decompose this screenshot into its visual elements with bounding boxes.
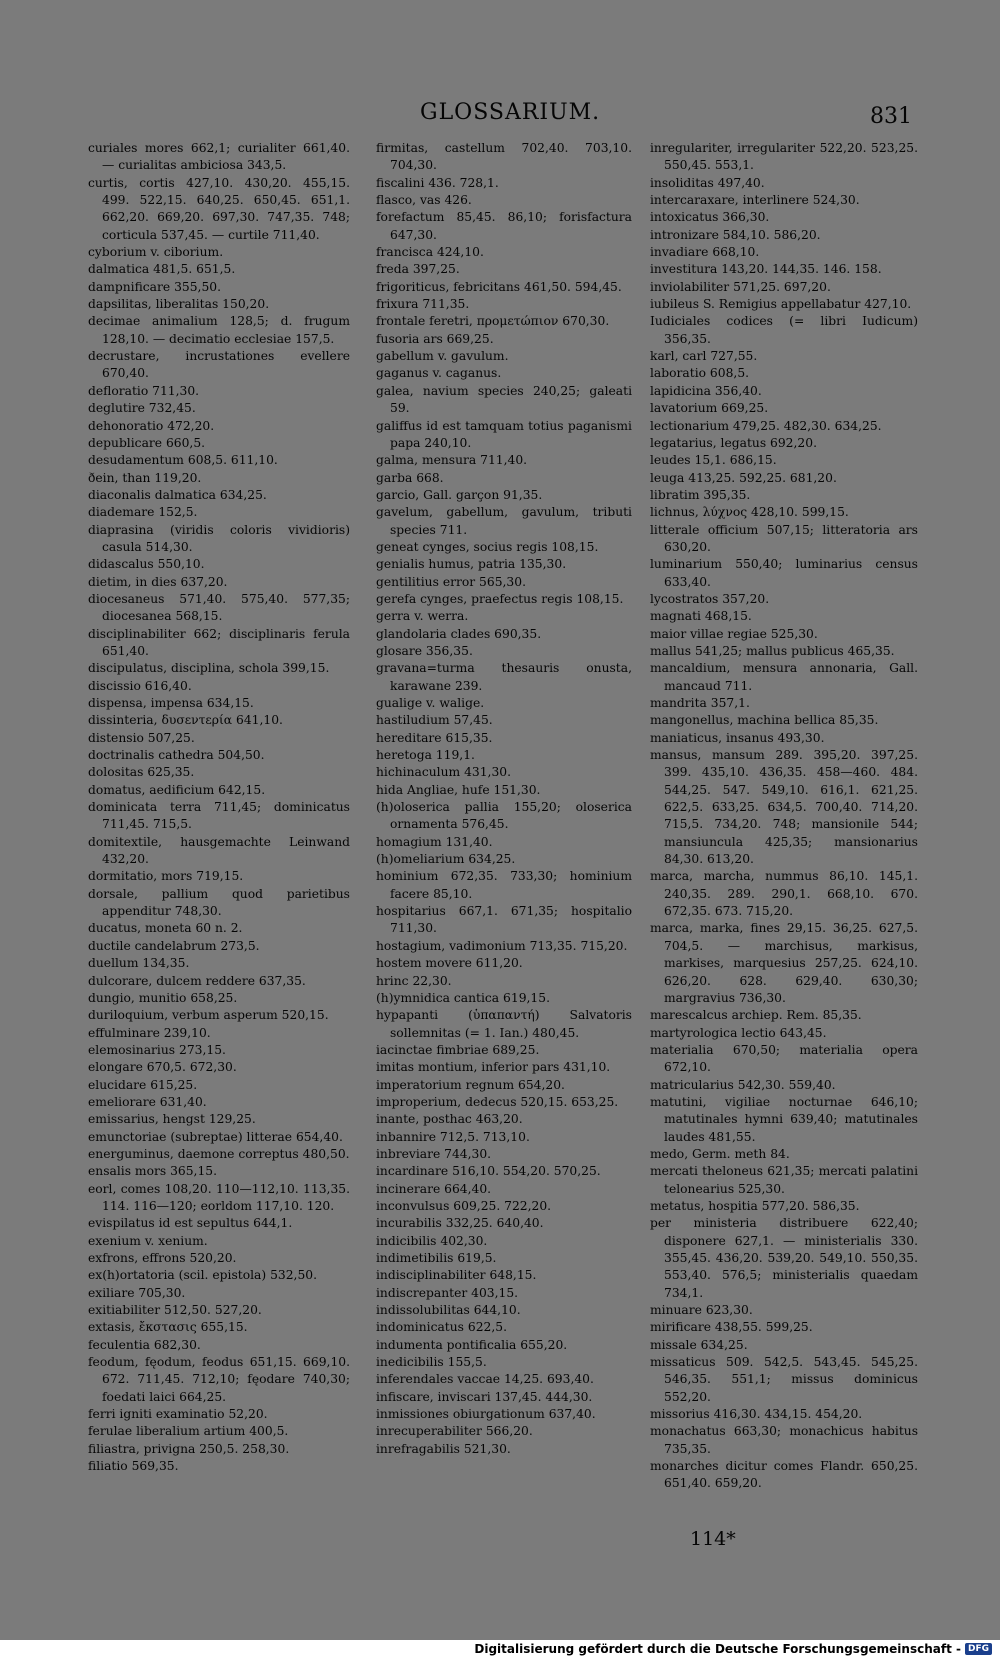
glossary-entry: fusoria ars 669,25. xyxy=(376,331,494,346)
glossary-entry: imitas montium, inferior pars 431,10. xyxy=(376,1060,611,1075)
glossary-entry: incinerare 664,40. xyxy=(376,1181,492,1196)
glossary-entry: dissinteria, δυσεντερία 641,10. xyxy=(88,713,283,728)
glossary-entry: lavatorium 669,25. xyxy=(650,401,769,416)
glossary-entry: per ministeria distribuere 622,40; disponere 627,1. — ministerialis 330. 355,45. 436,20. 539,20. 549,10. 550,35. 553,40. 576,5; ministerialis quaedam 734,1. xyxy=(650,1216,918,1300)
glossary-entry: decimae animalium 128,5; d. frugum 128,10. — decimatio ecclesiae 157,5. xyxy=(88,314,350,346)
glossary-entry: dehonoratio 472,20. xyxy=(88,418,215,433)
glossary-entry: discipulatus, disciplina, schola 399,15. xyxy=(88,661,330,676)
glossary-entry: magnati 468,15. xyxy=(650,609,752,624)
glossary-entry: dungio, munitio 658,25. xyxy=(88,990,238,1005)
glossary-entry: feculentia 682,30. xyxy=(88,1337,201,1352)
glossary-entry: hostagium, vadimonium 713,35. 715,20. xyxy=(376,938,628,953)
glossary-entry: distensio 507,25. xyxy=(88,730,195,745)
glossary-entry: dominicata terra 711,45; dominicatus 711,45. 715,5. xyxy=(88,800,350,832)
glossary-entry: intoxicatus 366,30. xyxy=(650,210,770,225)
glossary-entry: inconvulsus 609,25. 722,20. xyxy=(376,1198,552,1213)
glossary-entry: hereditare 615,35. xyxy=(376,730,493,745)
glossary-entry: inrecuperabiliter 566,20. xyxy=(376,1424,533,1439)
glossary-entry: luminarium 550,40; luminarius census 633,40. xyxy=(650,557,918,589)
glossary-entry: inedicibilis 155,5. xyxy=(376,1355,487,1370)
glossary-entry: hypapanti (ὑπαπαντή) Salvatoris sollemnitas (= 1. Ian.) 480,45. xyxy=(376,1008,632,1040)
glossary-entry: (h)omeliarium 634,25. xyxy=(376,852,516,867)
glossary-entry: frixura 711,35. xyxy=(376,297,470,312)
glossary-column-2 xyxy=(376,140,632,1458)
glossary-entry: martyrologica lectio 643,45. xyxy=(650,1025,827,1040)
glossary-entry: evispilatus id est sepultus 644,1. xyxy=(88,1216,293,1231)
glossary-entry: filiastra, privigna 250,5. 258,30. xyxy=(88,1441,290,1456)
glossary-entry: gerra v. werra. xyxy=(376,609,469,624)
glossary-entry: gentilitius error 565,30. xyxy=(376,574,526,589)
glossary-entry: domatus, aedificium 642,15. xyxy=(88,782,266,797)
glossary-entry: gravana=turma thesauris onusta, karawane 239. xyxy=(376,661,632,693)
glossary-entry: indisciplinabiliter 648,15. xyxy=(376,1268,537,1283)
glossary-column-3 xyxy=(650,140,918,1493)
glossary-entry: dispensa, impensa 634,15. xyxy=(88,696,254,710)
glossary-entry: missaticus 509. 542,5. 543,45. 545,25. 546,35. 551,1; missus dominicus 552,20. xyxy=(650,1355,918,1404)
glossary-entry: gavelum, gabellum, gavulum, tributi species 711. xyxy=(376,505,632,537)
glossary-entry: curtis, cortis 427,10. 430,20. 455,15. 499. 522,15. 640,25. 650,45. 651,1. 662,20. 669,20. 697,30. 747,35. 748; corticula 537,45. — curtile 711,40. xyxy=(88,175,350,242)
glossary-entry: litterale officium 507,15; litteratoria ars 630,20. xyxy=(650,522,918,554)
glossary-entry: gaganus v. caganus. xyxy=(376,366,502,381)
credit-text: Digitalisierung gefördert durch die Deutsche Forschungsgemeinschaft - xyxy=(474,1642,961,1656)
glossary-entry: dolositas 625,35. xyxy=(88,765,195,780)
glossary-entry: inbannire 712,5. 713,10. xyxy=(376,1129,530,1144)
glossary-entry: libratim 395,35. xyxy=(650,487,751,502)
glossary-entry: marca, marcha, nummus 86,10. 145,1. 240,35. 289. 290,1. 668,10. 670. 672,35. 673. 715,20. xyxy=(650,869,918,919)
glossary-entry: intercaraxare, interlinere 524,30. xyxy=(650,193,860,208)
glossary-entry: lapidicina 356,40. xyxy=(650,383,762,398)
glossary-entry: disciplinabiliter 662; disciplinaris ferula 651,40. xyxy=(88,626,350,658)
glossary-entry: materialia 670,50; materialia opera 672,10. xyxy=(650,1042,918,1075)
glossary-entry: dormitatio, mors 719,15. xyxy=(88,869,244,884)
glossary-entry: inmissiones obiurgationum 637,40. xyxy=(376,1407,596,1422)
glossary-entry: inferendales vaccae 14,25. 693,40. xyxy=(376,1372,594,1387)
glossary-entry: exenium v. xenium. xyxy=(88,1233,208,1248)
glossary-entry: hrinc 22,30. xyxy=(376,973,452,988)
glossary-entry: elemosinarius 273,15. xyxy=(88,1042,226,1057)
glossary-entry: inviolabiliter 571,25. 697,20. xyxy=(650,279,831,294)
glossary-entry: forefactum 85,45. 86,10; forisfactura 647,30. xyxy=(376,210,632,242)
glossary-entry: domitextile, hausgemachte Leinwand 432,20. xyxy=(88,834,350,867)
glossary-entry: ex(h)ortatoria (scil. epistola) 532,50. xyxy=(88,1268,317,1283)
glossary-entry: elucidare 615,25. xyxy=(88,1077,198,1092)
glossary-entry: karl, carl 727,55. xyxy=(650,349,758,364)
glossary-entry: indominicatus 622,5. xyxy=(376,1320,507,1335)
glossary-entry: diaconalis dalmatica 634,25. xyxy=(88,487,267,502)
glossary-entry: freda 397,25. xyxy=(376,262,460,277)
glossary-entry: frontale feretri, προμετώπιον 670,30. xyxy=(376,314,610,329)
glossary-entry: dietim, in dies 637,20. xyxy=(88,574,228,589)
glossary-entry: dampnificare 355,50. xyxy=(88,279,222,294)
glossary-entry: indissolubilitas 644,10. xyxy=(376,1303,521,1318)
glossary-entry: infiscare, inviscari 137,45. 444,30. xyxy=(376,1389,593,1404)
glossary-entry: diademare 152,5. xyxy=(88,505,198,520)
glossary-entry: inbreviare 744,30. xyxy=(376,1146,492,1161)
glossary-entry: feodum, fęodum, feodus 651,15. 669,10. 672. 711,45. 712,10; fęodare 740,30; foedati laici 664,25. xyxy=(88,1355,350,1404)
glossary-entry: effulminare 239,10. xyxy=(88,1025,211,1040)
glossary-entry: dalmatica 481,5. 651,5. xyxy=(88,262,236,277)
glossary-entry: mancaldium, mensura annonaria, Gall. mancaud 711. xyxy=(650,661,918,693)
glossary-entry: dulcorare, dulcem reddere 637,35. xyxy=(88,973,306,988)
glossary-entry: dapsilitas, liberalitas 150,20. xyxy=(88,297,270,312)
glossary-entry: leuga 413,25. 592,25. 681,20. xyxy=(650,470,837,485)
glossary-entry: leudes 15,1. 686,15. xyxy=(650,453,777,468)
glossary-entry: ductile candelabrum 273,5. xyxy=(88,938,260,953)
dfg-logo: DFG xyxy=(965,1643,992,1655)
glossary-entry: hostem movere 611,20. xyxy=(376,956,523,971)
glossary-entry: heretoga 119,1. xyxy=(376,748,475,763)
glossary-entry: defloratio 711,30. xyxy=(88,383,200,398)
glossary-entry: inregulariter, irregulariter 522,20. 523,25. 550,45. 553,1. xyxy=(650,141,918,173)
page-title: GLOSSARIUM. xyxy=(420,100,601,125)
glossary-entry: metatus, hospitia 577,20. 586,35. xyxy=(650,1198,860,1213)
glossary-entry: Iudiciales codices (= libri Iudicum) 356,35. xyxy=(650,314,918,346)
glossary-entry: laboratio 608,5. xyxy=(650,366,750,381)
glossary-entry: hastiludium 57,45. xyxy=(376,713,493,728)
glossary-entry: iacinctae fimbriae 689,25. xyxy=(376,1042,540,1057)
digitization-credit xyxy=(474,1642,992,1656)
glossary-entry: discissio 616,40. xyxy=(88,678,192,693)
glossary-entry: dorsale, pallium quod parietibus appenditur 748,30. xyxy=(88,886,350,919)
glossary-entry: intronizare 584,10. 586,20. xyxy=(650,227,821,242)
page-number: 831 xyxy=(870,104,912,129)
glossary-entry: depublicare 660,5. xyxy=(88,435,206,450)
glossary-entry: emunctoriae (subreptae) litterae 654,40. xyxy=(88,1129,343,1144)
glossary-entry: glandolaria clades 690,35. xyxy=(376,626,542,641)
glossary-entry: improperium, dedecus 520,15. 653,25. xyxy=(376,1094,619,1109)
glossary-entry: incardinare 516,10. 554,20. 570,25. xyxy=(376,1164,601,1179)
glossary-entry: hida Angliae, hufe 151,30. xyxy=(376,782,541,797)
glossary-entry: gualige v. walige. xyxy=(376,696,485,710)
glossary-entry: decrustare, incrustationes evellere 670,40. xyxy=(88,349,350,381)
glossary-entry: didascalus 550,10. xyxy=(88,557,205,572)
glossary-entry: galma, mensura 711,40. xyxy=(376,453,528,468)
glossary-entry: mirificare 438,55. 599,25. xyxy=(650,1320,813,1335)
glossary-entry: inante, posthac 463,20. xyxy=(376,1112,523,1127)
glossary-entry: inrefragabilis 521,30. xyxy=(376,1441,511,1456)
glossary-entry: (h)oloserica pallia 155,20; oloserica ornamenta 576,45. xyxy=(376,800,632,832)
glossary-entry: hospitarius 667,1. 671,35; hospitalio 711,30. xyxy=(376,904,632,936)
glossary-entry: matricularius 542,30. 559,40. xyxy=(650,1077,836,1092)
glossary-entry: mercati theloneus 621,35; mercati palatini telonearius 525,30. xyxy=(650,1164,918,1196)
glossary-entry: eorl, comes 108,20. 110—112,10. 113,35. 114. 116—120; eorldom 117,10. 120. xyxy=(88,1181,350,1213)
glossary-entry: gabellum v. gavulum. xyxy=(376,349,509,364)
glossary-entry: doctrinalis cathedra 504,50. xyxy=(88,748,265,763)
glossary-entry: gerefa cynges, praefectus regis 108,15. xyxy=(376,591,624,606)
glossary-entry: genialis humus, patria 135,30. xyxy=(376,557,567,572)
glossary-entry: emissarius, hengst 129,25. xyxy=(88,1112,256,1127)
glossary-entry: lichnus, λύχνος 428,10. 599,15. xyxy=(650,505,849,520)
glossary-entry: fiscalini 436. 728,1. xyxy=(376,175,499,190)
glossary-entry: energuminus, daemone correptus 480,50. xyxy=(88,1146,350,1161)
glossary-entry: imperatorium regnum 654,20. xyxy=(376,1077,565,1092)
glossary-entry: ferri igniti examinatio 52,20. xyxy=(88,1407,268,1422)
glossary-entry: exfrons, effrons 520,20. xyxy=(88,1251,237,1265)
glossary-entry: galea, navium species 240,25; galeati 59. xyxy=(376,383,632,416)
glossary-entry: indicibilis 402,30. xyxy=(376,1233,488,1248)
glossary-entry: legatarius, legatus 692,20. xyxy=(650,435,817,450)
glossary-entry: (h)ymnidica cantica 619,15. xyxy=(376,990,550,1005)
glossary-column-1 xyxy=(88,140,350,1475)
glossary-entry: exitiabiliter 512,50. 527,20. xyxy=(88,1303,262,1318)
glossary-entry: firmitas, castellum 702,40. 703,10. 704,30. xyxy=(376,141,632,173)
glossary-entry: matutini, vigiliae nocturnae 646,10; matutinales hymni 639,40; matutinales laudes 481,55. xyxy=(650,1094,918,1144)
glossary-entry: homagium 131,40. xyxy=(376,834,493,849)
glossary-entry: desudamentum 608,5. 611,10. xyxy=(88,453,278,468)
glossary-entry: geneat cynges, socius regis 108,15. xyxy=(376,539,599,554)
glossary-entry: garba 668. xyxy=(376,470,444,485)
glossary-entry: duellum 134,35. xyxy=(88,956,190,971)
glossary-entry: iubileus S. Remigius appellabatur 427,10. xyxy=(650,297,912,312)
glossary-entry: francisca 424,10. xyxy=(376,245,484,260)
glossary-entry: medo, Germ. meth 84. xyxy=(650,1146,790,1161)
glossary-entry: minuare 623,30. xyxy=(650,1303,753,1318)
glossary-entry: missale 634,25. xyxy=(650,1337,748,1352)
glossary-entry: mansus, mansum 289. 395,20. 397,25. 399. 435,10. 436,35. 458—460. 484. 544,25. 547. 549,10. 616,1. 621,25. 622,5. 633,25. 634,5. 700,40. 714,20. 715,5. 734,20. 748; mansionile 544; mansiuncula 425,35; mansionarius 84,30. 613,20. xyxy=(650,748,918,867)
glossary-entry: indiscrepanter 403,15. xyxy=(376,1285,519,1300)
glossary-entry: lectionarium 479,25. 482,30. 634,25. xyxy=(650,418,882,433)
glossary-entry: indumenta pontificalia 655,20. xyxy=(376,1337,568,1352)
glossary-entry: garcio, Gall. garçon 91,35. xyxy=(376,487,543,502)
glossary-entry: incurabilis 332,25. 640,40. xyxy=(376,1216,544,1231)
glossary-entry: ðein, than 119,20. xyxy=(88,470,202,485)
glossary-entry: hichinaculum 431,30. xyxy=(376,765,512,780)
glossary-entry: flasco, vas 426. xyxy=(376,193,472,208)
glossary-entry: diocesaneus 571,40. 575,40. 577,35; diocesanea 568,15. xyxy=(88,591,350,624)
glossary-entry: mangonellus, machina bellica 85,35. xyxy=(650,713,879,728)
glossary-entry: extasis, ἔκστασις 655,15. xyxy=(88,1320,248,1335)
glossary-entry: hominium 672,35. 733,30; hominium facere 85,10. xyxy=(376,869,632,901)
glossary-entry: galiffus id est tamquam totius paganismi papa 240,10. xyxy=(376,418,632,450)
glossary-entry: elongare 670,5. 672,30. xyxy=(88,1060,237,1075)
glossary-entry: missorius 416,30. 434,15. 454,20. xyxy=(650,1407,863,1422)
glossary-entry: deglutire 732,45. xyxy=(88,401,196,416)
glossary-entry: marescalcus archiep. Rem. 85,35. xyxy=(650,1008,862,1023)
glossary-entry: indimetibilis 619,5. xyxy=(376,1251,497,1265)
glossary-entry: mallus 541,25; mallus publicus 465,35. xyxy=(650,643,895,658)
glossary-entry: diaprasina (viridis coloris vividioris) casula 514,30. xyxy=(88,522,350,554)
glossary-entry: duriloquium, verbum asperum 520,15. xyxy=(88,1008,329,1023)
glossary-entry: frigoriticus, febricitans 461,50. 594,45. xyxy=(376,279,622,294)
glossary-entry: exiliare 705,30. xyxy=(88,1285,186,1300)
glossary-entry: maior villae regiae 525,30. xyxy=(650,626,818,641)
glossary-entry: investitura 143,20. 144,35. 146. 158. xyxy=(650,262,882,277)
glossary-entry: invadiare 668,10. xyxy=(650,245,760,260)
glossary-entry: monarches dicitur comes Flandr. 650,25. 651,40. 659,20. xyxy=(650,1459,918,1491)
signature-mark: 114* xyxy=(690,1528,736,1550)
glossary-entry: curiales mores 662,1; curialiter 661,40. — curialitas ambiciosa 343,5. xyxy=(88,141,350,173)
glossary-entry: ferulae liberalium artium 400,5. xyxy=(88,1424,289,1439)
glossary-entry: ensalis mors 365,15. xyxy=(88,1164,218,1179)
glossary-entry: monachatus 663,30; monachicus habitus 735,35. xyxy=(650,1424,918,1456)
glossary-entry: cyborium v. ciborium. xyxy=(88,245,224,260)
glossary-entry: filiatio 569,35. xyxy=(88,1459,179,1474)
glossary-entry: emeliorare 631,40. xyxy=(88,1094,207,1109)
glossary-entry: lycostratos 357,20. xyxy=(650,591,770,606)
glossary-entry: marca, marka, fines 29,15. 36,25. 627,5. 704,5. — marchisus, markisus, markises, marquesius 257,25. 624,10. 626,20. 628. 629,40. 630,30; margravius 736,30. xyxy=(650,921,918,1005)
glossary-entry: glosare 356,35. xyxy=(376,643,473,658)
glossary-entry: maniaticus, insanus 493,30. xyxy=(650,730,825,745)
glossary-entry: ducatus, moneta 60 n. 2. xyxy=(88,921,243,936)
glossary-entry: insoliditas 497,40. xyxy=(650,175,765,190)
glossary-entry: mandrita 357,1. xyxy=(650,696,750,710)
